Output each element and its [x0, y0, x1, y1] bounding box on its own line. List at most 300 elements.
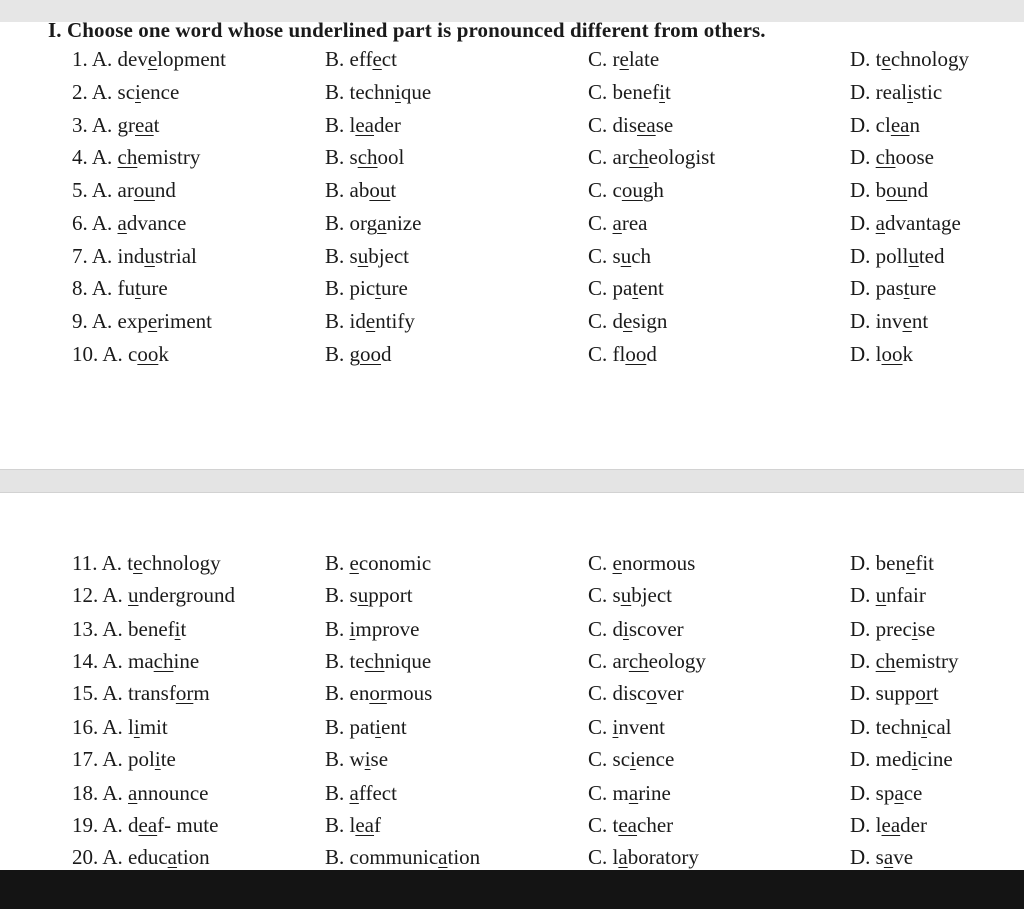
option-letter: C.	[588, 845, 608, 869]
underlined-part: a	[894, 781, 904, 805]
option-b	[325, 240, 409, 272]
underlined-part: o	[646, 681, 657, 705]
option-letter: B.	[325, 551, 345, 575]
underlined-part: a	[438, 845, 448, 869]
underlined-part: e	[365, 309, 376, 333]
option-a	[72, 207, 186, 239]
option-letter: A.	[91, 211, 113, 235]
word-suffix: eology	[648, 649, 706, 673]
word-prefix: t	[612, 813, 619, 837]
word-suffix: oose	[895, 145, 934, 169]
option-b	[325, 613, 420, 645]
question-number: 16.	[72, 715, 99, 739]
option-c	[588, 809, 673, 841]
option-letter: D.	[850, 551, 871, 575]
option-letter: B.	[325, 747, 345, 771]
option-letter: A.	[91, 178, 113, 202]
word-suffix: eologist	[648, 145, 716, 169]
option-letter: A.	[91, 80, 113, 104]
word-suffix: fit	[915, 551, 934, 575]
question-row	[0, 777, 1024, 809]
underlined-part: ea	[618, 813, 638, 837]
section-title: I. Choose one word whose underlined part is pronounced different from others.	[48, 18, 766, 42]
word-prefix: id	[349, 309, 366, 333]
option-letter: D.	[850, 145, 871, 169]
option-a	[72, 645, 199, 677]
underlined-part: i	[364, 747, 371, 771]
word-suffix: f	[374, 813, 382, 837]
word-suffix: late	[628, 47, 660, 71]
document-page-2	[0, 493, 1024, 870]
option-c	[588, 547, 695, 579]
option-letter: B.	[325, 715, 345, 739]
option-letter: C.	[588, 80, 608, 104]
option-letter: B.	[325, 309, 345, 333]
question-number: 13.	[72, 617, 99, 641]
underlined-part: u	[357, 583, 369, 607]
option-letter: B.	[325, 244, 345, 268]
option-letter: A.	[91, 145, 113, 169]
option-a	[72, 809, 218, 841]
underlined-part: ou	[886, 178, 908, 202]
page-gap	[0, 469, 1024, 493]
option-letter: C.	[588, 617, 608, 641]
option-letter: D.	[850, 813, 871, 837]
underlined-part: e	[349, 551, 359, 575]
underlined-part: ou	[133, 178, 155, 202]
option-letter: D.	[850, 47, 871, 71]
question-row	[0, 338, 1024, 370]
question-number: 4.	[72, 145, 88, 169]
underlined-part: ch	[364, 649, 385, 673]
option-letter: B.	[325, 211, 345, 235]
question-row	[0, 645, 1024, 677]
underlined-part: i	[349, 617, 356, 641]
word-suffix: emistry	[137, 145, 201, 169]
word-prefix: communic	[349, 845, 439, 869]
underlined-part: a	[875, 211, 885, 235]
word-suffix: ure	[140, 276, 168, 300]
option-letter: B.	[325, 342, 345, 366]
underlined-part: u	[875, 583, 887, 607]
underlined-part: i	[395, 80, 401, 104]
word-suffix: ool	[377, 145, 405, 169]
question-row	[0, 841, 1024, 873]
word-suffix: ted	[918, 244, 945, 268]
option-letter: C.	[588, 551, 608, 575]
word-prefix: d	[128, 813, 139, 837]
question-number: 18.	[72, 781, 99, 805]
viewer-bottom-bar	[0, 870, 1024, 909]
word-suffix: ntify	[375, 309, 415, 333]
option-c	[588, 613, 684, 645]
word-suffix: rine	[638, 781, 671, 805]
underlined-part: a	[349, 781, 359, 805]
word-suffix: mit	[139, 715, 168, 739]
word-prefix: disc	[612, 681, 647, 705]
word-prefix: benef	[612, 80, 660, 104]
word-prefix: d	[612, 309, 624, 333]
underlined-part: or	[369, 681, 387, 705]
word-suffix: der	[900, 813, 927, 837]
option-c	[588, 777, 671, 809]
question-row	[0, 141, 1024, 173]
underlined-part: ch	[117, 145, 138, 169]
word-prefix: med	[875, 747, 912, 771]
word-suffix: nderground	[138, 583, 235, 607]
question-row	[0, 109, 1024, 141]
question-number: 5.	[72, 178, 88, 202]
word-suffix: stic	[913, 80, 943, 104]
option-letter: A.	[102, 617, 123, 641]
option-b	[325, 305, 415, 337]
word-prefix: inv	[875, 309, 903, 333]
underlined-part: u	[128, 583, 139, 607]
question-number: 6.	[72, 211, 88, 235]
option-letter: B.	[325, 681, 345, 705]
word-prefix: r	[612, 47, 620, 71]
word-prefix: dis	[612, 113, 638, 137]
option-c	[588, 207, 647, 239]
underlined-part: i	[911, 617, 918, 641]
underlined-part: ea	[355, 113, 375, 137]
option-letter: D.	[850, 178, 871, 202]
underlined-part: t	[903, 276, 910, 300]
underlined-part: e	[906, 551, 916, 575]
underlined-part: u	[144, 244, 155, 268]
underlined-part: i	[154, 747, 161, 771]
word-prefix: en	[349, 681, 370, 705]
underlined-part: oo	[360, 342, 382, 366]
word-suffix: pport	[368, 583, 413, 607]
underlined-part: ou	[621, 178, 643, 202]
underlined-part: or	[175, 681, 194, 705]
option-c	[588, 711, 665, 743]
word-suffix: bject	[368, 244, 410, 268]
word-suffix: ct	[381, 47, 397, 71]
option-letter: B.	[325, 178, 345, 202]
underlined-part: a	[618, 845, 628, 869]
option-letter: C.	[588, 309, 608, 333]
word-prefix: ma	[128, 649, 154, 673]
option-letter: B.	[325, 80, 345, 104]
option-letter: B.	[325, 145, 345, 169]
word-prefix: pic	[349, 276, 376, 300]
option-d	[850, 547, 934, 579]
word-suffix: se	[655, 113, 674, 137]
option-b	[325, 743, 388, 775]
question-number: 14.	[72, 649, 99, 673]
word-suffix: ve	[893, 845, 914, 869]
option-letter: A.	[91, 276, 113, 300]
word-prefix: exp	[117, 309, 148, 333]
word-prefix: c	[128, 342, 138, 366]
word-suffix: emistry	[895, 649, 959, 673]
word-suffix: rea	[621, 211, 648, 235]
word-suffix: der	[374, 113, 401, 137]
word-prefix: l	[349, 113, 356, 137]
word-prefix: dev	[117, 47, 148, 71]
word-suffix: d	[646, 342, 657, 366]
option-a	[72, 174, 176, 206]
underlined-part: a	[117, 211, 127, 235]
option-letter: D.	[850, 747, 871, 771]
option-b	[325, 76, 431, 108]
question-row	[0, 272, 1024, 304]
underlined-part: a	[128, 781, 138, 805]
word-prefix: real	[875, 80, 908, 104]
word-suffix: nd	[154, 178, 176, 202]
word-prefix: g	[349, 342, 361, 366]
option-b	[325, 645, 431, 677]
option-c	[588, 141, 715, 173]
underlined-part: oo	[625, 342, 647, 366]
word-suffix: d	[381, 342, 392, 366]
word-suffix: ce	[903, 781, 923, 805]
option-b	[325, 141, 404, 173]
word-prefix: l	[875, 342, 882, 366]
option-letter: B.	[325, 813, 345, 837]
word-suffix: riment	[157, 309, 212, 333]
option-b	[325, 272, 408, 304]
option-c	[588, 743, 674, 775]
option-d	[850, 677, 939, 709]
option-b	[325, 338, 392, 370]
option-letter: A.	[102, 715, 123, 739]
option-b	[325, 841, 480, 873]
word-suffix: strial	[154, 244, 197, 268]
question-row	[0, 207, 1024, 239]
option-letter: D.	[850, 583, 871, 607]
option-d	[850, 579, 926, 611]
question-number: 2.	[72, 80, 88, 104]
word-suffix: n	[909, 113, 920, 137]
question-number: 3.	[72, 113, 88, 137]
option-letter: D.	[850, 781, 871, 805]
underlined-part: oo	[137, 342, 159, 366]
underlined-part: i	[911, 747, 918, 771]
option-letter: C.	[588, 715, 608, 739]
word-prefix: l	[349, 813, 356, 837]
option-b	[325, 809, 381, 841]
question-row	[0, 677, 1024, 709]
underlined-part: u	[908, 244, 919, 268]
underlined-part: u	[620, 244, 632, 268]
word-suffix: bject	[631, 583, 673, 607]
option-a	[72, 777, 209, 809]
underlined-part: ch	[875, 649, 896, 673]
option-b	[325, 109, 401, 141]
word-suffix: nize	[386, 211, 422, 235]
underlined-part: ea	[637, 113, 656, 137]
word-prefix: ar	[117, 178, 134, 202]
word-suffix: boratory	[627, 845, 699, 869]
question-number: 9.	[72, 309, 88, 333]
word-suffix: scover	[628, 617, 684, 641]
option-a	[72, 547, 221, 579]
word-suffix: lopment	[157, 47, 226, 71]
word-prefix: d	[612, 617, 624, 641]
option-letter: C.	[588, 583, 608, 607]
underlined-part: t	[632, 276, 639, 300]
underlined-part: i	[612, 715, 619, 739]
word-suffix: f- mute	[157, 813, 219, 837]
option-letter: D.	[850, 244, 871, 268]
option-d	[850, 338, 913, 370]
question-row	[0, 613, 1024, 645]
word-prefix: t	[875, 47, 882, 71]
question-number: 11.	[72, 551, 98, 575]
word-suffix: t	[153, 113, 160, 137]
word-prefix: org	[349, 211, 378, 235]
word-suffix: sign	[632, 309, 668, 333]
word-suffix: conomic	[358, 551, 432, 575]
word-suffix: que	[400, 80, 432, 104]
option-a	[72, 272, 168, 304]
underlined-part: ou	[369, 178, 391, 202]
word-prefix: ar	[612, 649, 629, 673]
word-prefix: l	[128, 715, 134, 739]
word-prefix: supp	[875, 681, 916, 705]
option-a	[72, 240, 197, 272]
word-suffix: t	[390, 178, 397, 202]
option-letter: B.	[325, 617, 345, 641]
underlined-part: t	[375, 276, 382, 300]
option-c	[588, 841, 699, 873]
option-letter: D.	[850, 649, 871, 673]
option-b	[325, 43, 397, 75]
option-c	[588, 43, 659, 75]
option-c	[588, 645, 706, 677]
word-suffix: ure	[381, 276, 408, 300]
word-suffix: nique	[384, 649, 432, 673]
option-letter: B.	[325, 113, 345, 137]
word-suffix: nnounce	[137, 781, 209, 805]
option-c	[588, 677, 684, 709]
underlined-part: i	[630, 747, 636, 771]
word-suffix: k	[902, 342, 914, 366]
question-row	[0, 547, 1024, 579]
underlined-part: u	[620, 583, 632, 607]
word-prefix: educ	[128, 845, 168, 869]
option-a	[72, 109, 160, 141]
underlined-part: i	[174, 617, 181, 641]
word-suffix: nd	[907, 178, 929, 202]
option-letter: C.	[588, 342, 608, 366]
option-c	[588, 305, 667, 337]
underlined-part: a	[612, 211, 622, 235]
word-prefix: s	[875, 845, 884, 869]
underlined-part: or	[915, 681, 933, 705]
option-a	[72, 677, 210, 709]
word-prefix: fl	[612, 342, 626, 366]
option-letter: B.	[325, 47, 345, 71]
question-row	[0, 305, 1024, 337]
underlined-part: e	[147, 309, 158, 333]
option-d	[850, 305, 928, 337]
option-letter: C.	[588, 649, 608, 673]
question-number: 12.	[72, 583, 99, 607]
underlined-part: i	[623, 617, 629, 641]
option-c	[588, 338, 657, 370]
option-d	[850, 207, 961, 239]
underlined-part: ea	[881, 813, 901, 837]
option-letter: A.	[102, 342, 123, 366]
word-prefix: prec	[875, 617, 912, 641]
word-prefix: cl	[875, 113, 891, 137]
word-suffix: normous	[621, 551, 696, 575]
word-prefix: s	[349, 583, 358, 607]
word-prefix: benef	[128, 617, 175, 641]
option-letter: C.	[588, 781, 608, 805]
word-suffix: t	[180, 617, 187, 641]
option-letter: D.	[850, 309, 871, 333]
word-suffix: nfair	[886, 583, 926, 607]
underlined-part: a	[883, 845, 894, 869]
underlined-part: t	[135, 276, 141, 300]
option-d	[850, 76, 942, 108]
underlined-part: e	[623, 309, 633, 333]
option-a	[72, 43, 226, 75]
word-prefix: pas	[875, 276, 904, 300]
underlined-part: e	[133, 551, 143, 575]
word-suffix: mprove	[355, 617, 420, 641]
option-letter: D.	[850, 80, 871, 104]
option-c	[588, 76, 671, 108]
word-suffix: ence	[140, 80, 180, 104]
underlined-part: e	[902, 309, 912, 333]
option-b	[325, 579, 413, 611]
underlined-part: a	[167, 845, 177, 869]
word-suffix: t	[665, 80, 671, 104]
option-d	[850, 645, 959, 677]
option-letter: C.	[588, 244, 608, 268]
question-number: 7.	[72, 244, 88, 268]
option-d	[850, 109, 920, 141]
option-letter: D.	[850, 617, 871, 641]
option-letter: D.	[850, 211, 871, 235]
word-suffix: se	[917, 617, 936, 641]
word-suffix: se	[370, 747, 389, 771]
word-prefix: b	[875, 178, 887, 202]
option-letter: C.	[588, 813, 608, 837]
option-letter: D.	[850, 845, 871, 869]
option-c	[588, 272, 664, 304]
word-prefix: techn	[349, 80, 395, 104]
option-letter: A.	[102, 649, 123, 673]
option-d	[850, 809, 927, 841]
underlined-part: ea	[355, 813, 375, 837]
option-letter: A.	[101, 551, 122, 575]
underlined-part: ch	[628, 145, 649, 169]
option-letter: C.	[588, 211, 608, 235]
underlined-part: ea	[135, 113, 154, 137]
word-prefix: eff	[349, 47, 373, 71]
option-letter: C.	[588, 113, 608, 137]
option-letter: D.	[850, 681, 871, 705]
word-suffix: chnology	[890, 47, 969, 71]
underlined-part: i	[133, 715, 140, 739]
question-number: 1.	[72, 47, 88, 71]
option-d	[850, 141, 934, 173]
word-prefix: ar	[612, 145, 629, 169]
word-suffix: ffect	[358, 781, 397, 805]
option-letter: B.	[325, 845, 345, 869]
option-b	[325, 777, 397, 809]
question-number: 10.	[72, 342, 99, 366]
word-suffix: te	[160, 747, 176, 771]
underlined-part: oo	[881, 342, 903, 366]
